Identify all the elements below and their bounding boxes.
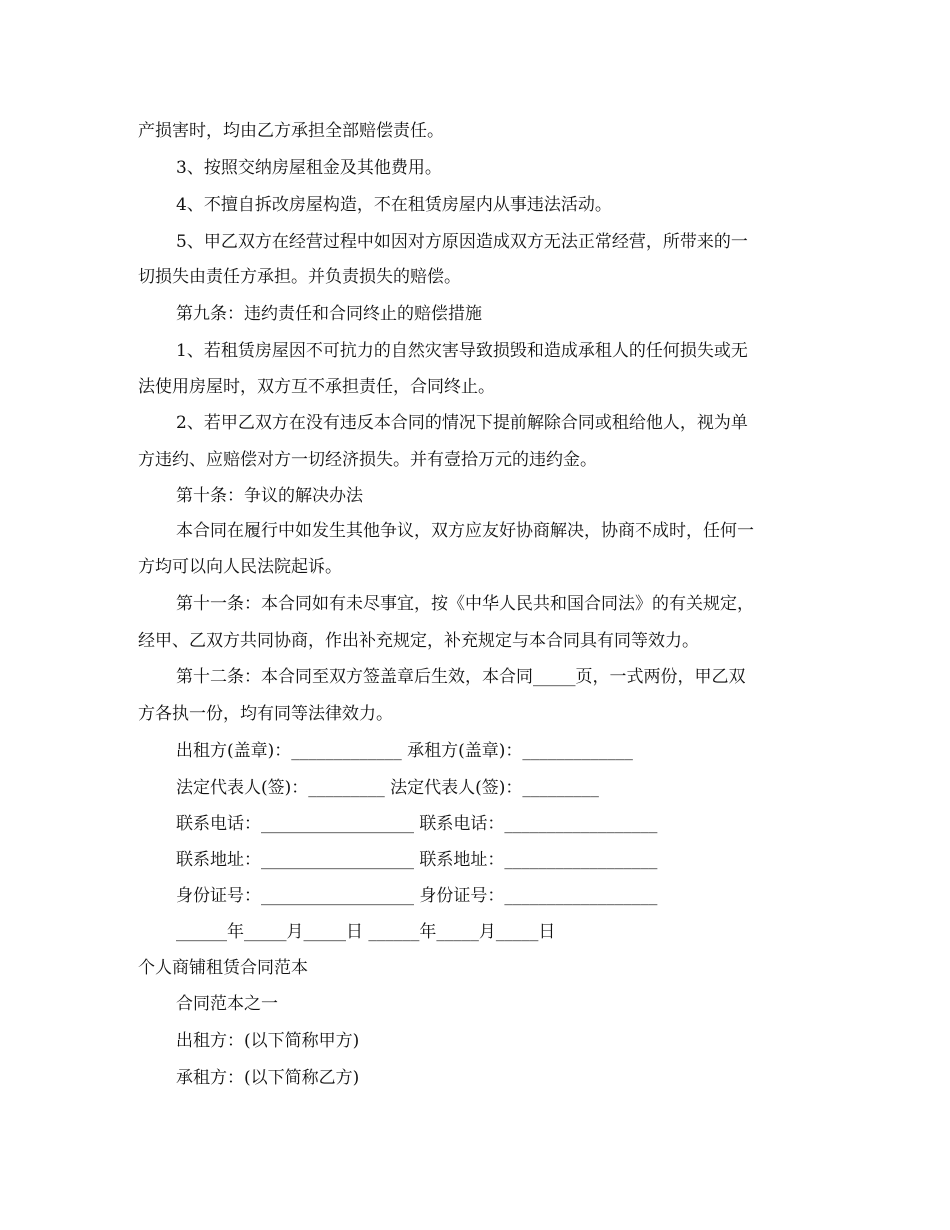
text-line: 方违约、应赔偿对方一切经济损失。并有壹拾万元的违约金。	[138, 450, 597, 470]
text-line: 1、若租赁房屋因不可抗力的自然灾害导致损毁和造成承租人的任何损失或无	[176, 341, 748, 361]
text-line: 4、不擅自拆改房屋构造，不在租赁房屋内从事违法活动。	[176, 195, 612, 215]
text-line: 第十二条：本合同至双方签盖章后生效，本合同_____页，一式两份，甲乙双	[176, 667, 746, 687]
text-line: 5、甲乙双方在经营过程中如因对方原因造成双方无法正常经营，所带来的一	[176, 232, 748, 252]
signature-field-line: 法定代表人(签)：_________ 法定代表人(签)：_________	[176, 778, 599, 798]
signature-field-line: 出租方(盖章)：_____________ 承租方(盖章)：_____________	[176, 741, 633, 761]
signature-field-line: 联系地址：__________________ 联系地址：__________________	[176, 850, 658, 870]
signature-field-line: 联系电话：__________________ 联系电话：__________________	[176, 814, 658, 834]
text-line: 产损害时，均由乙方承担全部赔偿责任。	[138, 121, 444, 141]
text-line: 方各执一份，均有同等法律效力。	[138, 704, 393, 724]
section-heading: 第十条：争议的解决办法	[176, 486, 363, 506]
text-line: 出租方：(以下简称甲方)	[176, 1031, 360, 1051]
text-line: 方均可以向人民法院起诉。	[138, 557, 342, 577]
text-line: 2、若甲乙双方在没有违反本合同的情况下提前解除合同或租给他人，视为单	[176, 413, 748, 433]
text-line: 本合同在履行中如发生其他争议，双方应友好协商解决，协商不成时，任何一	[176, 521, 754, 541]
text-line: 切损失由责任方承担。并负责损失的赔偿。	[138, 267, 461, 287]
document-title: 个人商铺租赁合同范本	[138, 958, 308, 978]
text-line: 经甲、乙双方共同协商，作出补充规定，补充规定与本合同具有同等效力。	[138, 631, 699, 651]
date-field-line: ______年_____月_____日 ______年_____月_____日	[176, 922, 556, 942]
text-line: 合同范本之一	[176, 994, 278, 1014]
text-line: 法使用房屋时，双方互不承担责任，合同终止。	[138, 377, 495, 397]
text-line: 第十一条：本合同如有未尽事宜，按《中华人民共和国合同法》的有关规定，	[176, 594, 754, 614]
text-line: 3、按照交纳房屋租金及其他费用。	[176, 158, 442, 178]
text-line: 承租方：(以下简称乙方)	[176, 1068, 360, 1088]
signature-field-line: 身份证号：__________________ 身份证号：__________________	[176, 886, 658, 906]
section-heading: 第九条：违约责任和合同终止的赔偿措施	[176, 304, 482, 324]
